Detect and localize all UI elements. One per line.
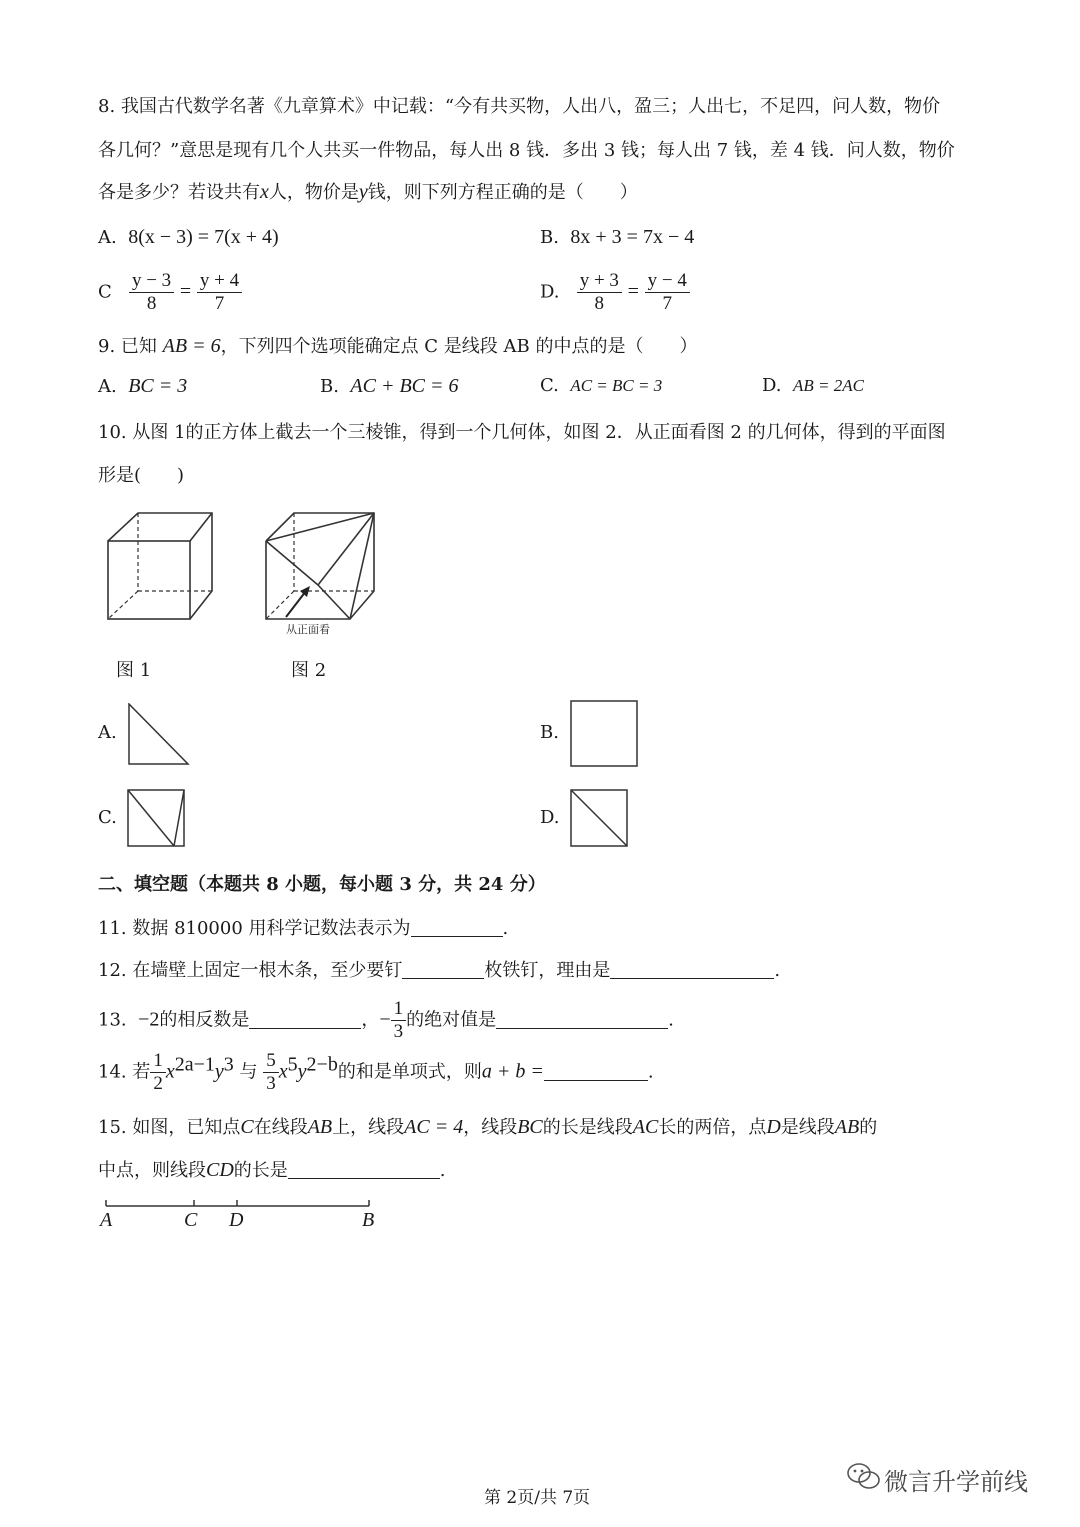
q12-answer-blank-1[interactable] [402, 960, 484, 979]
q9-stem: 9. 已知 AB = 6，下列四个选项能确定点 C 是线段 AB 的中点的是（ ） [98, 335, 698, 357]
point-c-label: C [184, 1209, 198, 1231]
section-2-heading: 二、填空题（本题共 8 小题，每小题 3 分，共 24 分） [98, 874, 546, 895]
q9-option-a: A. BC = 3 [98, 375, 188, 397]
q13-answer-blank-1[interactable] [249, 1010, 361, 1029]
q15-stem-line1: 15. 如图，已知点C在线段AB上，线段AC = 4，线段BC的长是线段AC长的两倍，点D是线段AB的 [98, 1116, 878, 1138]
q10-stem-line1: 10. 从图 1的正方体上截去一个三棱锥，得到一个几何体，如图 2．从正面看图 2 的几何体，得到的平面图 [98, 422, 946, 443]
q14: 14. 若 $\frac{1}{2}$ $x^{2a-1}y^3$ 与 $\frac{5}{3}$ $x^5y^{2-b}$的和是单项式，则a + b = . [98, 1050, 654, 1094]
q14-answer-blank[interactable] [544, 1062, 648, 1081]
point-d-label: D [229, 1209, 244, 1231]
q10-option-d-label: D. [540, 807, 560, 828]
wechat-icon [846, 1460, 882, 1492]
q12-answer-blank-2[interactable] [610, 960, 774, 979]
q13: 13. −2的相反数是 ，− $\frac{1}{3}$ 的绝对值是 . [98, 998, 674, 1042]
q11: 11. 数据 810000 用科学记数法表示为 . [98, 918, 509, 939]
q8-option-a: A. 8(x − 3) = 7(x + 4) [98, 226, 279, 248]
q9-option-b: B. AC + BC = 6 [320, 375, 459, 397]
figure-1-cube [100, 505, 225, 630]
point-a-label: A [100, 1209, 113, 1231]
q10-option-d-figure [570, 789, 630, 849]
q10-option-a-figure [128, 703, 192, 767]
q10-option-a-label: A. [98, 722, 117, 743]
q9-option-c: C. AC = BC = 3 [540, 375, 663, 396]
q10-stem-line2: 形是( ) [98, 465, 185, 486]
q8-stem-line1: 8. 我国古代数学名著《九章算术》中记载：“今有共买物，人出八，盈三；人出七，不足四，问人数，物价 [98, 96, 941, 117]
figure-1-caption: 图 1 [116, 660, 152, 681]
point-b-label: B [362, 1209, 375, 1231]
q9-option-d: D. AB = 2AC [762, 375, 864, 396]
q11-answer-blank[interactable] [411, 918, 503, 937]
q12: 12. 在墙壁上固定一根木条，至少要钉 枚铁钉，理由是 . [98, 960, 781, 981]
q10-option-b-figure [570, 700, 640, 768]
q10-option-b-label: B. [540, 722, 559, 743]
q10-option-c-figure [127, 789, 187, 849]
q8-option-c: C $\frac{y - 3}{8}$ = $\frac{y + 4}{7}$ [98, 270, 242, 315]
q15-answer-blank[interactable] [288, 1160, 440, 1179]
q8-option-b: B. 8x + 3 = 7x − 4 [540, 226, 695, 248]
q15-stem-line2: 中点，则线段CD的长是 . [98, 1159, 446, 1181]
q8-option-d: D. $\frac{y + 3}{8}$ = $\frac{y - 4}{7}$ [540, 270, 690, 315]
figure-2-caption: 图 2 [291, 660, 327, 681]
q13-answer-blank-2[interactable] [496, 1010, 668, 1029]
q8-stem-line3: 各是多少？若设共有x人，物价是y钱，则下列方程正确的是（ ） [98, 181, 638, 203]
q8-stem-line2: 各几何？”意思是现有几个人共买一件物品，每人出 8 钱．多出 3 钱；每人出 7 钱，差 4 钱．问人数，物价 [98, 140, 955, 161]
watermark-text: 微言升学前线 [884, 1468, 1028, 1496]
front-view-label: 从正面看 [286, 623, 330, 636]
page-number: 第 2页/共 7页 [484, 1488, 591, 1508]
q10-option-c-label: C. [98, 807, 117, 828]
